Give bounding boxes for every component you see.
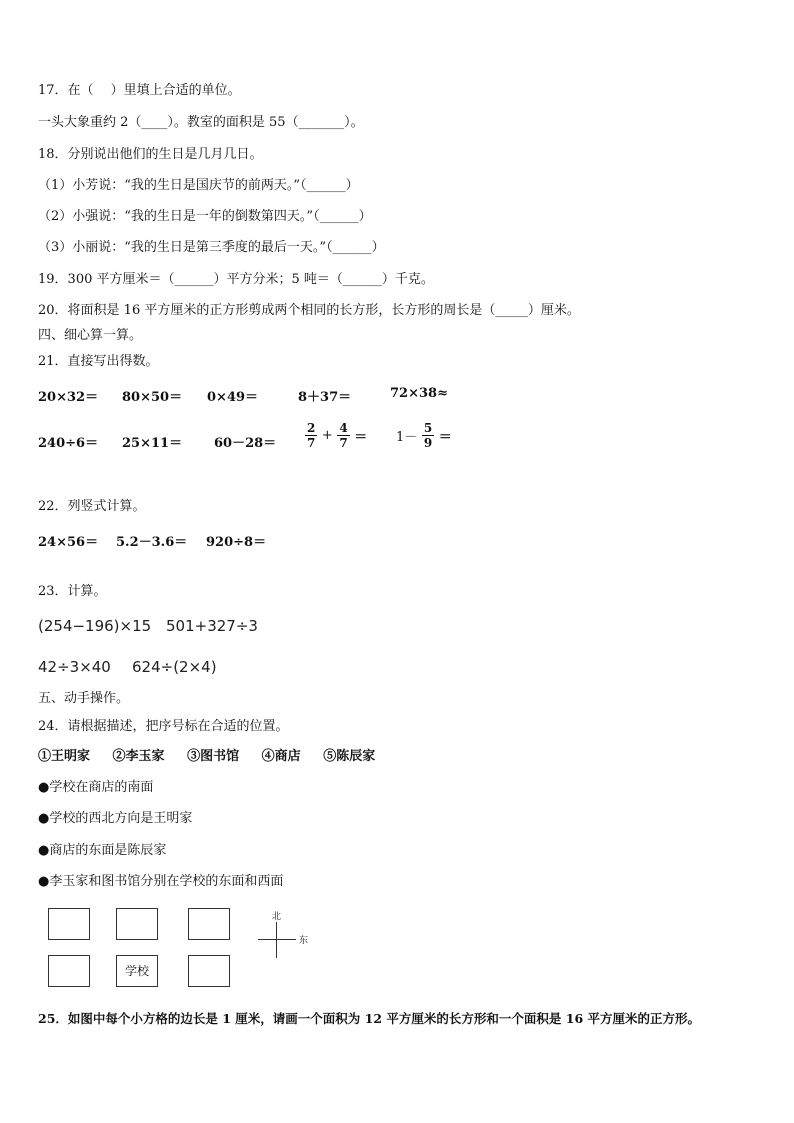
place-1: ①王明家 [38,749,91,764]
map-box [188,955,230,987]
q18-item-2: （2）小强说：“我的生日是一年的倒数第四天。”（______） [38,209,372,224]
q18-item-1: （1）小芳说：“我的生日是国庆节的前两天。”（______） [38,178,359,193]
q22-title: 22．列竖式计算。 [38,499,146,514]
q24-clue-3: ●商店的东面是陈辰家 [38,843,167,858]
calc-item: 24×56＝ [38,535,99,550]
calc-item: 80×50＝ [122,390,183,405]
q24-clue-1: ●学校在商店的南面 [38,780,154,795]
q21-title: 21．直接写出得数。 [38,354,159,369]
fraction-b: $\frac{4}{7}$ [339,421,348,450]
map-box [188,908,230,940]
calc-item: 0×49＝ [207,390,259,405]
q23-expr-1: (254−196)×15 [38,617,152,635]
q18-title: 18．分别说出他们的生日是几月几日。 [38,147,263,162]
place-5: ⑤陈辰家 [323,749,376,764]
compass-horizontal [258,939,296,940]
place-4: ④商店 [261,749,301,764]
calc-item: 72×38≈ [390,386,448,401]
map-box [48,955,90,987]
compass-vertical [276,922,277,958]
q17-title: 17．在（ ）里填上合适的单位。 [38,83,241,98]
fraction-diff: 1－ $\frac{5}{9}$ ＝ [396,421,452,450]
q24-title: 24．请根据描述，把序号标在合适的位置。 [38,719,289,734]
q25-line: 25．如图中每个小方格的边长是 1 厘米，请画一个面积为 12 平方厘米的长方形和一个面积是 16 平方厘米的正方形。 [38,1011,700,1026]
q19-line: 19．300 平方厘米＝（______）平方分米；5 吨＝（______）千克。 [38,272,434,287]
calc-item: 20×32＝ [38,390,99,405]
calc-item: 8＋37＝ [298,390,352,405]
q23-expr-3: 42÷3×40 [38,658,111,676]
calc-item: 25×11＝ [122,436,183,451]
fraction-a: $\frac{2}{7}$ [307,421,316,450]
calc-item: 5.2－3.6＝ [116,535,188,550]
map-box [48,908,90,940]
calc-item: 60－28＝ [214,436,277,451]
place-3: ③图书馆 [187,749,240,764]
calc-item: 240÷6＝ [38,436,99,451]
calc-item: 920÷8＝ [206,535,267,550]
north-label: 北 [272,912,282,922]
map-box [116,908,158,940]
section-4-heading: 四、细心算一算。 [38,328,143,343]
q23-expr-2: 501+327÷3 [166,617,258,635]
q24-places [38,748,375,766]
school-box: 学校 [116,955,158,987]
q18-item-3: （3）小丽说：“我的生日是第三季度的最后一天。”（______） [38,240,385,255]
section-5-heading: 五、动手操作。 [38,691,130,706]
place-2: ②李玉家 [112,749,165,764]
q23-expr-4: 624÷(2×4) [132,658,217,676]
q24-clue-4: ●李玉家和图书馆分别在学校的东面和西面 [38,874,284,889]
q23-title: 23．计算。 [38,584,107,599]
q20-line: 20．将面积是 16 平方厘米的正方形剪成两个相同的长方形，长方形的周长是（_____）厘米。 [38,303,580,318]
fraction-sum: $\frac{2}{7}$ + $\frac{4}{7}$ ＝ [307,421,368,450]
fraction-c: $\frac{5}{9}$ [423,421,433,450]
q17-line: 一头大象重约 2（____）。教室的面积是 55（_______）。 [38,115,364,130]
east-label: 东 [299,936,309,946]
q24-clue-2: ●学校的西北方向是王明家 [38,811,193,826]
